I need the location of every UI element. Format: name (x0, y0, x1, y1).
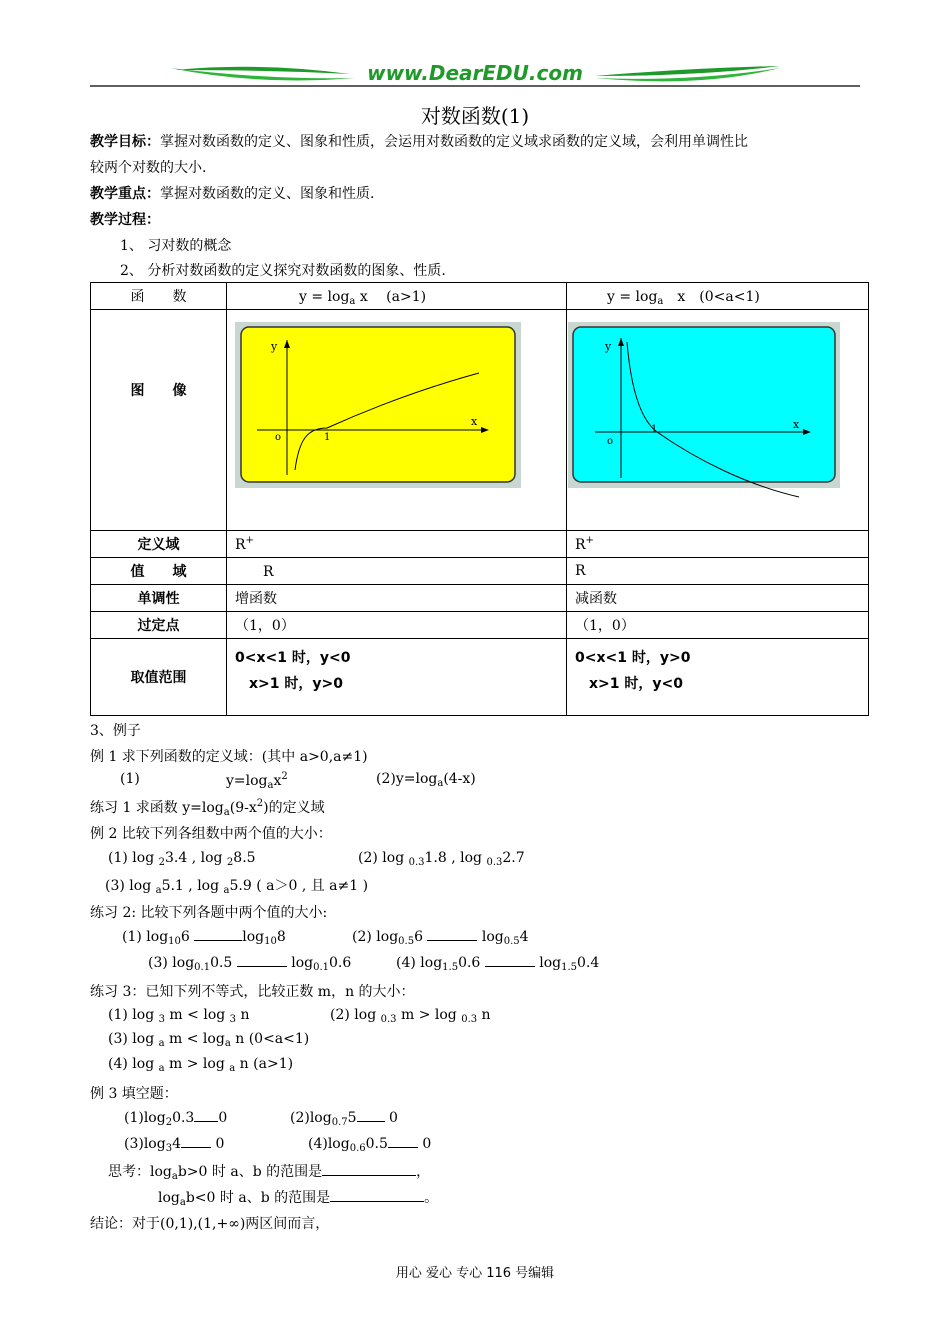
example-2-line-1b: (2) log $_{0.3}$1.8 , log $_{0.3}$2.7 (358, 850, 525, 868)
example-3-fill-3: $(3)\log_34$ 0 (124, 1136, 225, 1154)
step-2: 2、 分析对数函数的定义探究对数函数的图象、性质. (120, 263, 446, 279)
graph1-origin: o (275, 432, 282, 443)
graph1-x-label: x (471, 415, 478, 428)
practice-3-q2: (2) log $_{0.3}$ m > log $_{0.3}$ n (330, 1007, 491, 1025)
graph-cell-1 (227, 310, 567, 531)
domain-c2: R+ (567, 531, 869, 558)
row-value-range (91, 639, 869, 716)
process-label: 教学过程： (90, 212, 160, 228)
practice-3: 练习 3：已知下列不等式，比较正数 m，n 的大小： (90, 984, 415, 1000)
site-logo-text: www.DearEDU.com (367, 61, 583, 85)
row-monotonic (91, 585, 869, 612)
monotonic-label: 单调性 (91, 585, 227, 612)
examples-heading: 3、例子 (90, 723, 141, 739)
graph2-y-label: y (605, 340, 612, 353)
step-1: 1、 习对数的概念 (120, 238, 232, 254)
header-label: 函 数 (91, 283, 227, 310)
page-title: 对数函数(1) (420, 104, 530, 128)
fixed-point-c1: （1，0） (227, 612, 567, 639)
objectives-line1: 教学目标：掌握对数函数的定义、图象和性质，会运用对数函数的定义域求函数的定义域，会利用单调性比 (90, 134, 748, 150)
focus-line: 教学重点：掌握对数函数的定义、图象和性质. (90, 186, 375, 202)
header-logo-banner (90, 58, 870, 90)
graph2-bg (573, 327, 835, 482)
practice-2-item-3: (3) $\log_{0.1}0.5$ $\log_{0.1}0.6$ (148, 955, 352, 973)
practice-2: 练习 2: 比较下列各题中两个值的大小: (90, 905, 328, 921)
graph2-origin: o (607, 436, 614, 447)
example-1: 例 1 求下列函数的定义域：(其中 a>0,a≠1) (90, 749, 368, 765)
header-col2: $y = \log_a$ x (0<a<1) (567, 283, 869, 310)
example-3: 例 3 填空题： (90, 1086, 178, 1102)
domain-label: 定义域 (91, 531, 227, 558)
objectives-line2: 较两个对数的大小. (90, 160, 207, 176)
practice-2-item-4: (4) $\log_{1.5}0.6$ $\log_{1.5}0.4$ (396, 955, 600, 973)
graph1-one: 1 (324, 432, 331, 443)
objectives-label: 教学目标： (90, 134, 160, 150)
graph-cell-2 (567, 310, 869, 531)
monotonic-c2: 减函数 (567, 585, 869, 612)
value-range-label: 取值范围 (91, 639, 227, 716)
practice-1: 练习 1 求函数 $y=\log_a(9-x^2)$的定义域 (90, 798, 325, 818)
example-3-fill-1: $(1)\log_20.3$ 0 (124, 1110, 228, 1128)
think-line-2: $\log_ab<0$ 时 a、b 的范围是 。 (158, 1190, 439, 1208)
graph1-bg (241, 327, 515, 482)
header-col1: $y = \log_a x$ (a>1) (227, 283, 567, 310)
graph-label: 图 像 (91, 310, 227, 531)
log-function-table (90, 282, 869, 716)
range-label: 值 域 (91, 558, 227, 585)
example-2-line-1a: (1) log $_2$3.4 , log $_2$8.5 (108, 850, 256, 868)
example-1-part-1: (1) (120, 771, 140, 787)
practice-3-q1: (1) log $_3$ m < log $_3$ n (108, 1007, 250, 1025)
domain-c1: R+ (227, 531, 567, 558)
row-fixed-point (91, 612, 869, 639)
graph-increasing (227, 310, 567, 530)
graph1-y-label: y (271, 340, 278, 353)
graph2-one: 1 (651, 424, 658, 435)
footer: 用心 爱心 专心 116 号编辑 (395, 1266, 555, 1281)
graph-row (91, 310, 869, 531)
think-line-1: 思考：$\log_ab>0$ 时 a、b 的范围是 ， (108, 1164, 431, 1182)
range-c1: R (227, 558, 567, 585)
example-3-fill-4: $(4)\log_{0.6}0.5$ 0 (308, 1136, 432, 1154)
conclusion: 结论：对于(0,1),(1,+∞)两区间而言， (90, 1216, 330, 1232)
example-1-expr-2: $(2)y=\log_a(4-x)$ (376, 771, 476, 789)
example-2-line-2: (3) log $_a$5.1 , log $_a$5.9 ( a＞0 , 且 a≠1 ) (105, 878, 369, 896)
graph-decreasing (567, 310, 869, 530)
value-range-c2: 0<x<1 时，y>0 x>1 时，y<0 (567, 639, 869, 716)
row-domain (91, 531, 869, 558)
graph2-x-label: x (793, 418, 800, 431)
practice-2-item-2: (2) $\log_{0.5}6$ $\log_{0.5}4$ (352, 929, 529, 947)
fixed-point-c2: （1，0） (567, 612, 869, 639)
example-1-expr-1: $y=\log_ax^2$ (226, 771, 288, 791)
value-range-c1: 0<x<1 时，y<0 x>1 时，y>0 (227, 639, 567, 716)
leaf-right-icon (595, 66, 780, 76)
monotonic-c1: 增函数 (227, 585, 567, 612)
row-range (91, 558, 869, 585)
example-3-fill-2: $(2)\log_{0.7}5$ 0 (290, 1110, 398, 1128)
practice-3-q4: (4) log $_a$ m > log $_a$ n (a>1) (108, 1056, 294, 1074)
practice-2-item-1: (1) $\log_{10}6$ $\log_{10}8$ (122, 929, 286, 947)
practice-3-q3: (3) log $_a$ $m < \log_a n$ (0<a<1) (108, 1031, 310, 1049)
fixed-point-label: 过定点 (91, 612, 227, 639)
range-c2: R (567, 558, 869, 585)
example-2: 例 2 比较下列各组数中两个值的大小： (90, 826, 332, 842)
focus-label: 教学重点： (90, 186, 160, 202)
table-header-row (91, 283, 869, 310)
